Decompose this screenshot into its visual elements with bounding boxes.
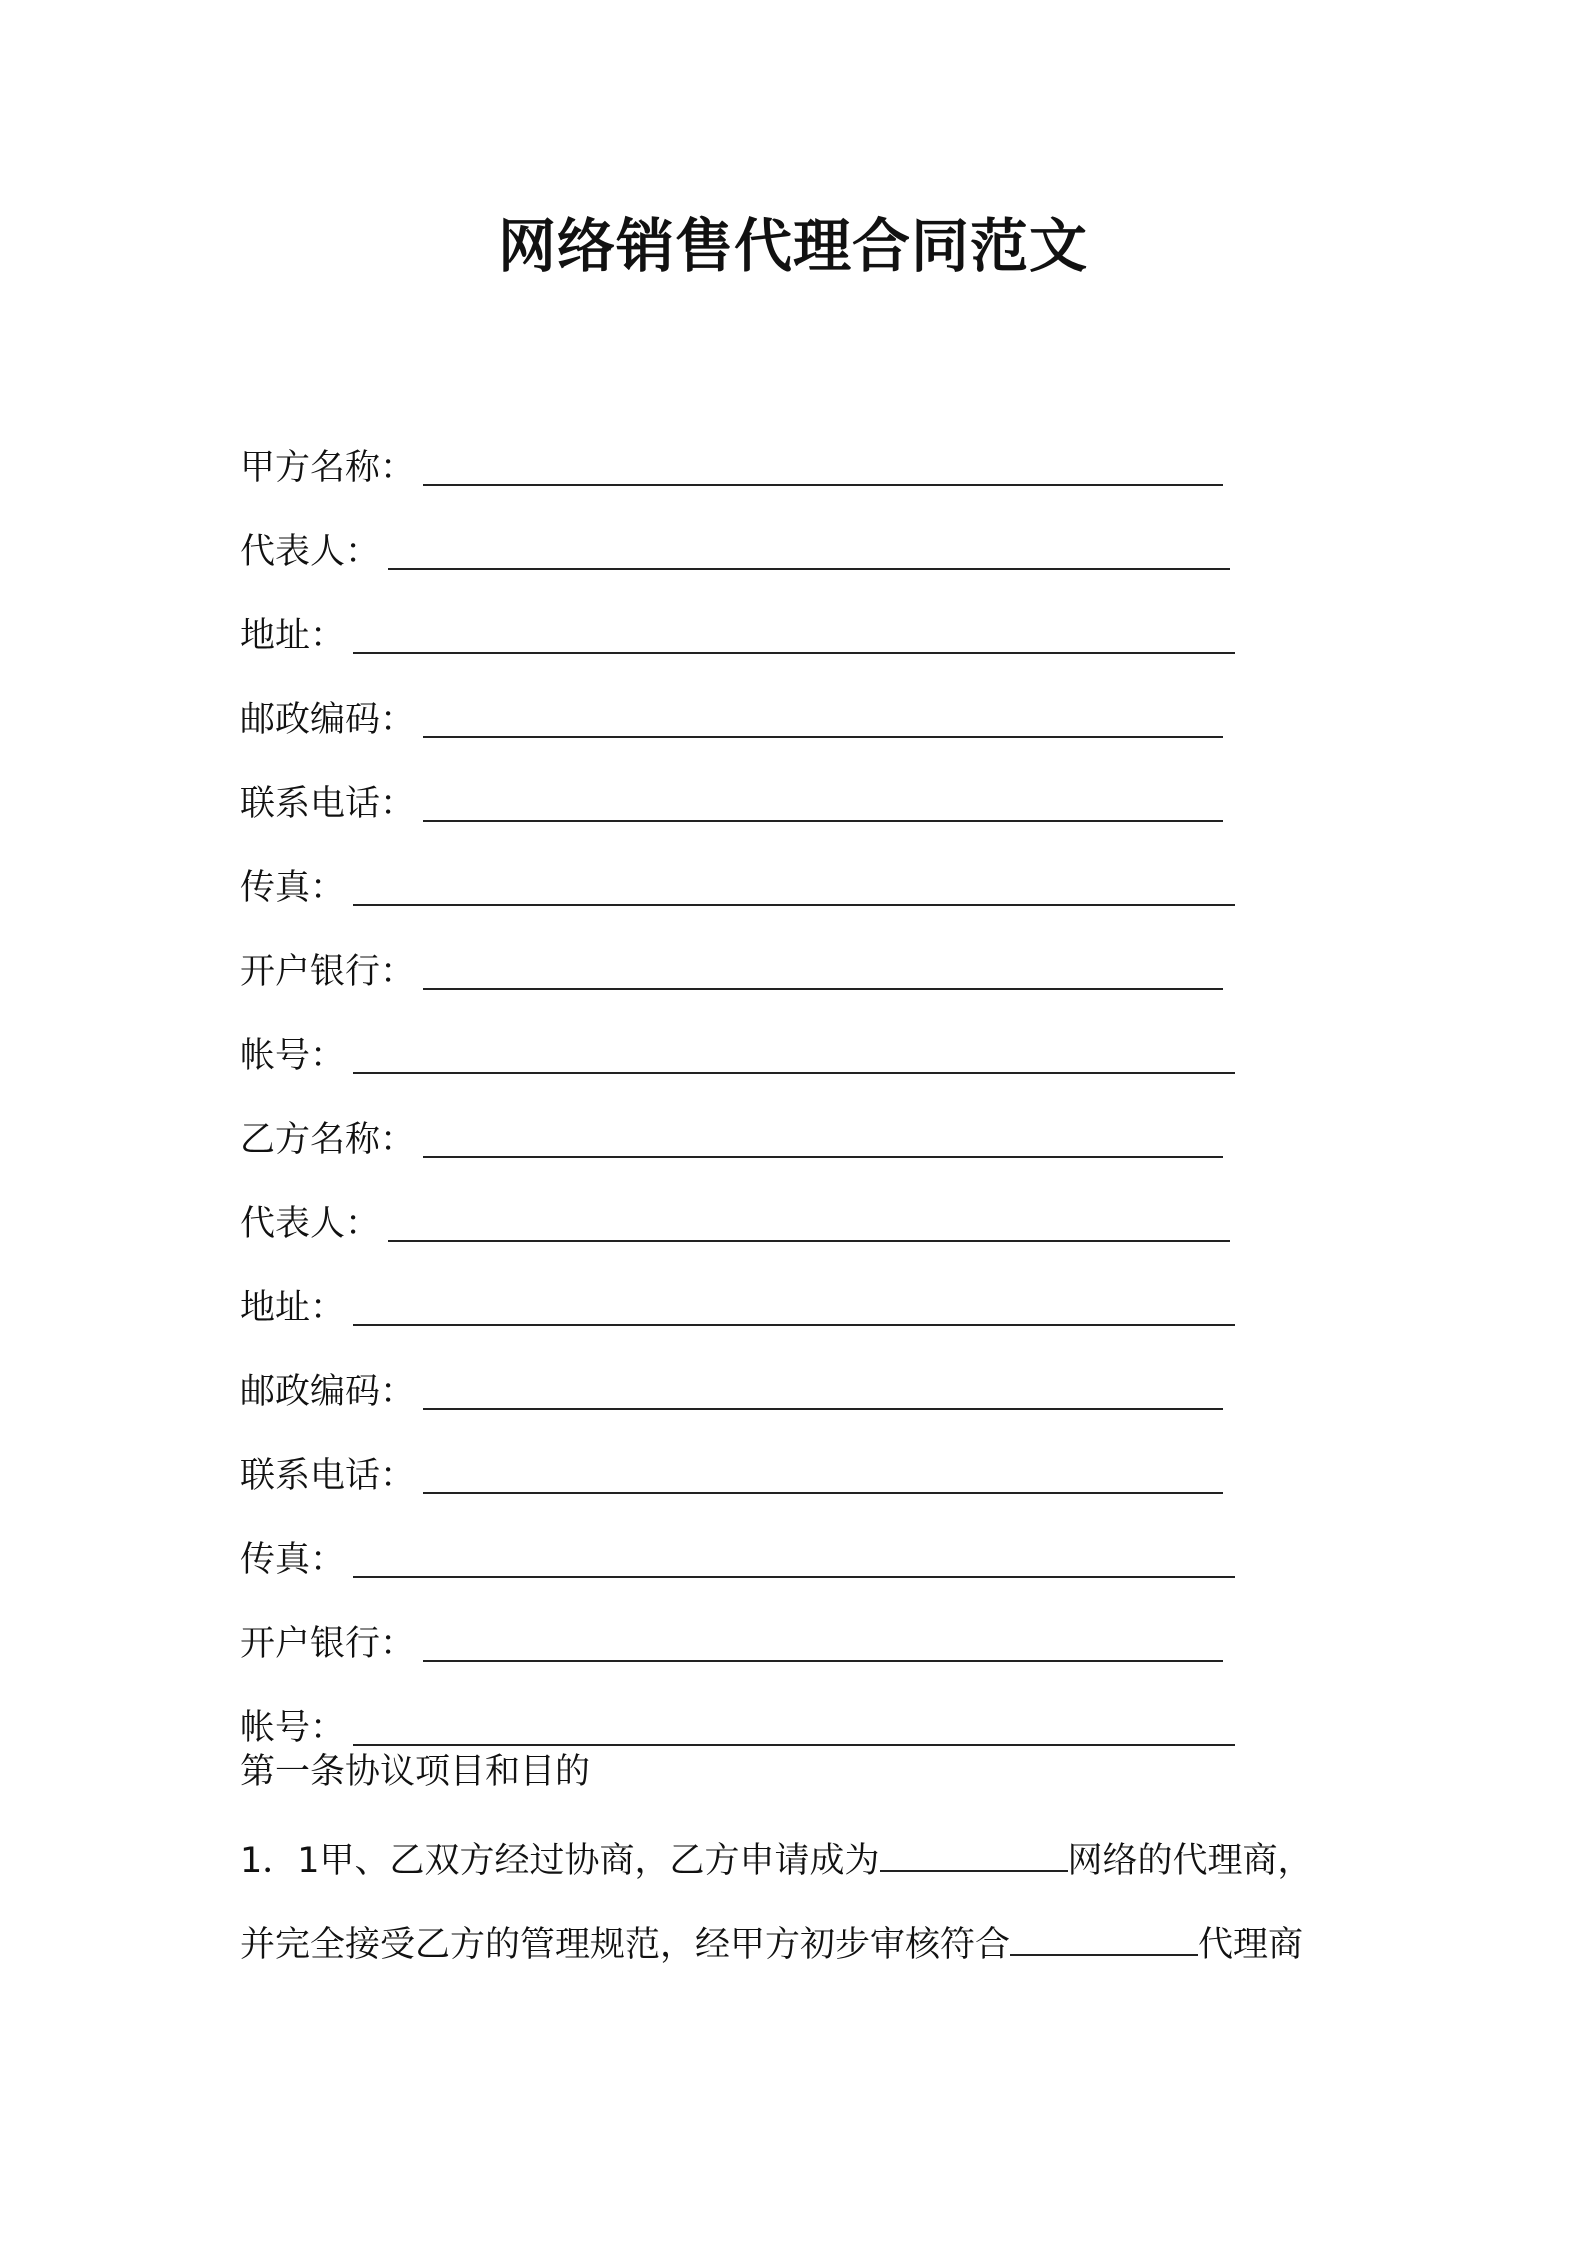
clause-1-1-line-1 xyxy=(240,1836,1313,1885)
fill-in-blank[interactable] xyxy=(353,1710,1235,1746)
party-b-fax-field xyxy=(240,1500,1340,1584)
party-a-address-field xyxy=(240,576,1340,660)
fill-in-blank[interactable] xyxy=(880,1836,1068,1872)
fill-in-blank[interactable] xyxy=(423,786,1223,822)
fill-in-blank[interactable] xyxy=(423,954,1223,990)
party-b-postcode-field xyxy=(240,1332,1340,1416)
clause-text: 并完全接受乙方的管理规范，经甲方初步审核符合 xyxy=(240,1925,1011,1965)
field-label: 开户银行： xyxy=(240,1624,416,1664)
fill-in-blank[interactable] xyxy=(353,870,1235,906)
field-label: 代表人： xyxy=(240,532,381,572)
section-heading: 第一条协议项目和目的 xyxy=(240,1752,591,1792)
party-b-address-field xyxy=(240,1248,1340,1332)
clause-1-1-line-2 xyxy=(240,1920,1303,1969)
field-label: 联系电话： xyxy=(240,784,416,824)
field-label: 帐号： xyxy=(240,1708,346,1748)
fill-in-blank[interactable] xyxy=(423,1626,1223,1662)
party-a-representative-field xyxy=(240,492,1340,576)
party-a-fax-field xyxy=(240,828,1340,912)
field-label: 开户银行： xyxy=(240,952,416,992)
document-title: 网络销售代理合同范文 xyxy=(497,212,1088,280)
fill-in-blank[interactable] xyxy=(423,1122,1223,1158)
field-label: 联系电话： xyxy=(240,1456,416,1496)
fill-in-blank[interactable] xyxy=(1010,1920,1198,1956)
party-b-bank-field xyxy=(240,1584,1340,1668)
clause-text: 1．1甲、乙双方经过协商，乙方申请成为 xyxy=(240,1841,880,1881)
field-label: 传真： xyxy=(240,868,346,908)
field-label: 邮政编码： xyxy=(240,1372,416,1412)
field-label: 邮政编码： xyxy=(240,700,416,740)
party-b-name-field xyxy=(240,1080,1340,1164)
party-a-account-field xyxy=(240,996,1340,1080)
fill-in-blank[interactable] xyxy=(353,1290,1235,1326)
party-a-bank-field xyxy=(240,912,1340,996)
party-b-representative-field xyxy=(240,1164,1340,1248)
party-a-name-field xyxy=(240,408,1340,492)
fill-in-blank[interactable] xyxy=(353,1542,1235,1578)
fill-in-blank[interactable] xyxy=(353,1038,1235,1074)
field-label: 代表人： xyxy=(240,1204,381,1244)
clause-text: 网络的代理商， xyxy=(1067,1841,1313,1881)
fill-in-blank[interactable] xyxy=(423,1458,1223,1494)
field-label: 乙方名称： xyxy=(240,1120,416,1160)
field-label: 传真： xyxy=(240,1540,346,1580)
fill-in-blank[interactable] xyxy=(388,534,1230,570)
fill-in-blank[interactable] xyxy=(423,450,1223,486)
field-label: 地址： xyxy=(240,616,346,656)
party-fields xyxy=(240,408,1340,1752)
field-label: 帐号： xyxy=(240,1036,346,1076)
field-label: 地址： xyxy=(240,1288,346,1328)
fill-in-blank[interactable] xyxy=(423,1374,1223,1410)
field-label: 甲方名称： xyxy=(240,448,416,488)
clause-text: 代理商 xyxy=(1198,1925,1304,1965)
party-a-phone-field xyxy=(240,744,1340,828)
fill-in-blank[interactable] xyxy=(353,618,1235,654)
party-b-account-field xyxy=(240,1668,1340,1752)
fill-in-blank[interactable] xyxy=(423,702,1223,738)
party-a-postcode-field xyxy=(240,660,1340,744)
party-b-phone-field xyxy=(240,1416,1340,1500)
fill-in-blank[interactable] xyxy=(388,1206,1230,1242)
